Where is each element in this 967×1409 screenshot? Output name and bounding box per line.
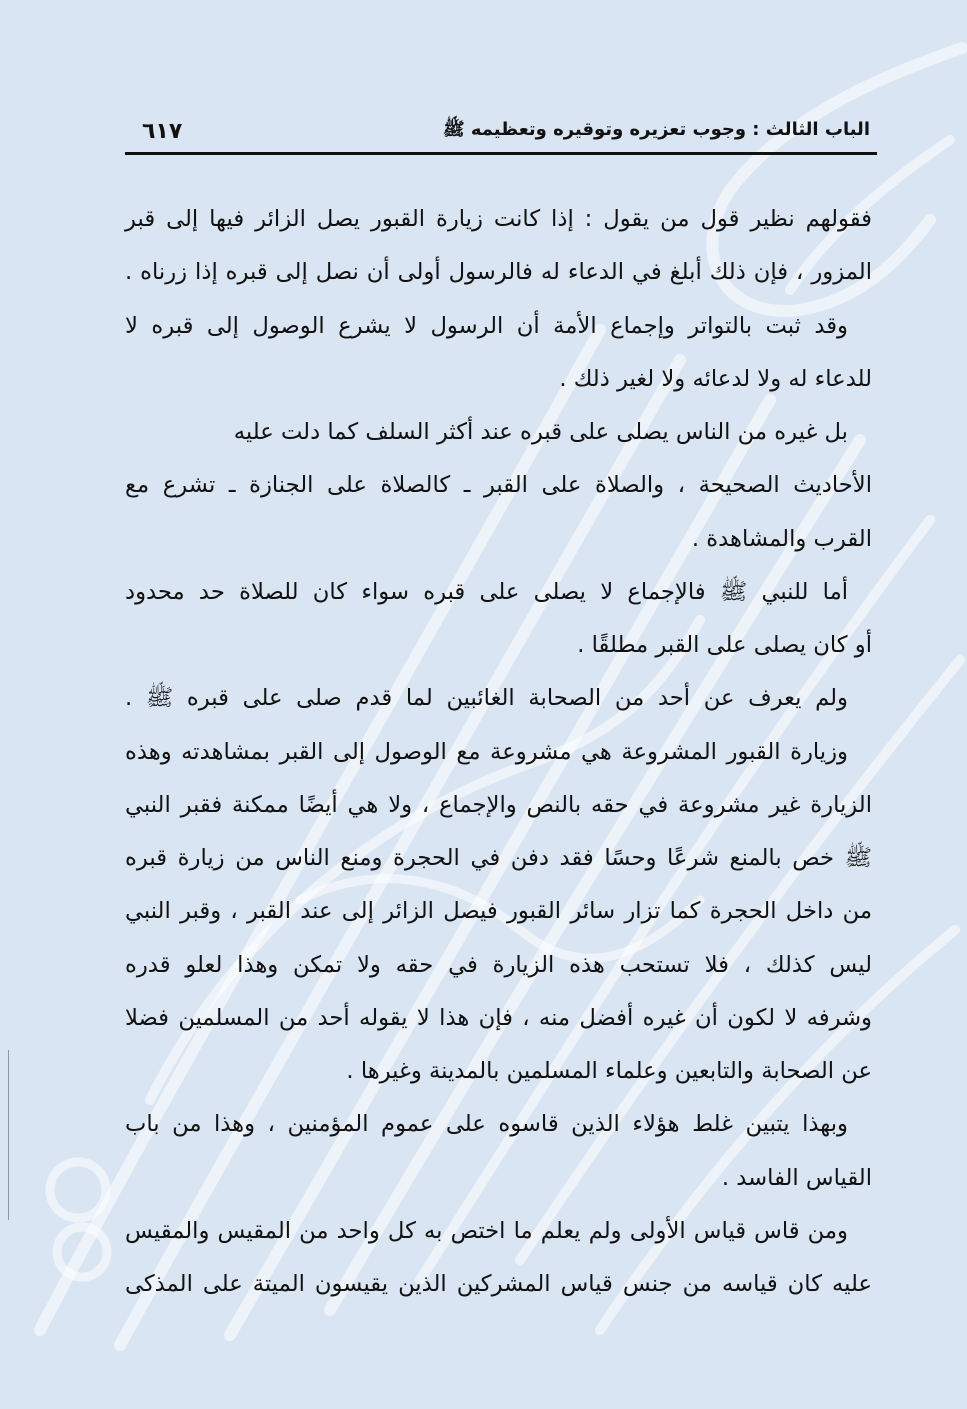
text-line-content: وشرفه لا لكون أن غيره أفضل منه ، فإن هذا لا يقوله أحد من المسلمين فضلا	[125, 1004, 872, 1031]
scan-edge-line	[8, 1050, 9, 1220]
body-text	[125, 193, 872, 1311]
text-line	[125, 1258, 872, 1311]
running-header-title: الباب الثالث : وجوب تعزيره وتوقيره وتعظيمه ﷺ	[442, 119, 870, 140]
text-line	[125, 939, 872, 992]
text-line	[125, 726, 872, 779]
text-line-content: للدعاء له ولا لدعائه ولا لغير ذلك .	[559, 365, 872, 392]
text-line	[125, 1045, 872, 1098]
text-line-content: ولم يعرف عن أحد من الصحابة الغائبين لما قدم صلى على قبره ﷺ .	[125, 685, 848, 712]
paragraph	[125, 406, 872, 566]
page-header	[128, 112, 870, 150]
text-line	[125, 779, 872, 832]
text-line-content: الزيارة غير مشروعة في حقه بالنص والإجماع ، ولا هي أيضًا ممكنة فقبر النبي	[125, 791, 872, 818]
text-line-content: المزور ، فإن ذلك أبلغ في الدعاء له فالرسول أولى أن نصل إلى قبره إذا زرناه .	[125, 259, 872, 286]
text-line	[125, 992, 872, 1045]
text-line-content: وبهذا يتبين غلط هؤلاء الذين قاسوه على عموم المؤمنين ، وهذا من باب	[125, 1111, 848, 1138]
text-line	[125, 832, 872, 885]
text-line-content: ليس كذلك ، فلا تستحب هذه الزيارة في حقه ولا تمكن وهذا لعلو قدره	[125, 951, 872, 978]
text-line	[125, 1098, 872, 1151]
header-rule	[125, 152, 877, 155]
text-line-content: أما للنبي ﷺ فالإجماع لا يصلى على قبره سواء كان للصلاة حد محدود	[125, 578, 848, 605]
paragraph	[125, 566, 872, 673]
text-line	[125, 513, 872, 566]
text-line	[125, 672, 872, 725]
text-line-content: القياس الفاسد .	[721, 1164, 872, 1191]
text-line	[125, 1205, 872, 1258]
text-line	[125, 885, 872, 938]
text-line-content: عليه كان قياسه من جنس قياس المشركين الذين يقيسون الميتة على المذكى	[125, 1271, 872, 1297]
text-line-content: عن الصحابة والتابعين وعلماء المسلمين بالمدينة وغيرها .	[346, 1058, 872, 1084]
text-line	[125, 1152, 872, 1205]
text-line-content: أو كان يصلى على القبر مطلقًا .	[577, 632, 872, 658]
text-line	[125, 406, 872, 459]
text-line-content: القرب والمشاهدة .	[691, 525, 872, 552]
text-line-content: من داخل الحجرة كما تزار سائر القبور فيصل الزائر إلى عند القبر ، وقبر النبي	[125, 898, 872, 925]
text-line-content: ﷺ خص بالمنع شرعًا وحسًا فقد دفن في الحجرة ومنع الناس من زيارة قبره	[125, 845, 872, 871]
text-line-content: وقد ثبت بالتواتر وإجماع الأمة أن الرسول لا يشرع الوصول إلى قبره لا	[125, 312, 848, 339]
text-line	[125, 619, 872, 672]
paragraph	[125, 1205, 872, 1312]
text-line-content: وزيارة القبور المشروعة هي مشروعة مع الوصول إلى القبر بمشاهدته وهذه	[125, 738, 848, 765]
paragraph	[125, 726, 872, 1099]
text-line	[125, 300, 872, 353]
text-line-content: ومن قاس قياس الأولى ولم يعلم ما اختص به كل واحد من المقيس والمقيس	[125, 1217, 848, 1244]
paragraph	[125, 1098, 872, 1205]
text-line-content: الأحاديث الصحيحة ، والصلاة على القبر ـ كالصلاة على الجنازة ـ تشرع مع	[125, 472, 872, 499]
paragraph	[125, 300, 872, 407]
text-line	[125, 246, 872, 299]
text-line	[125, 566, 872, 619]
text-line-content: بل غيره من الناس يصلى على قبره عند أكثر السلف كما دلت عليه	[233, 419, 848, 445]
text-line	[125, 459, 872, 512]
paragraph	[125, 672, 872, 725]
page-number: ٦١٧	[142, 118, 183, 144]
text-line-content: فقولهم نظير قول من يقول : إذا كانت زيارة القبور يصل الزائر فيها إلى قبر	[125, 206, 872, 232]
text-line	[125, 193, 872, 246]
paragraph	[125, 193, 872, 300]
text-line	[125, 353, 872, 406]
